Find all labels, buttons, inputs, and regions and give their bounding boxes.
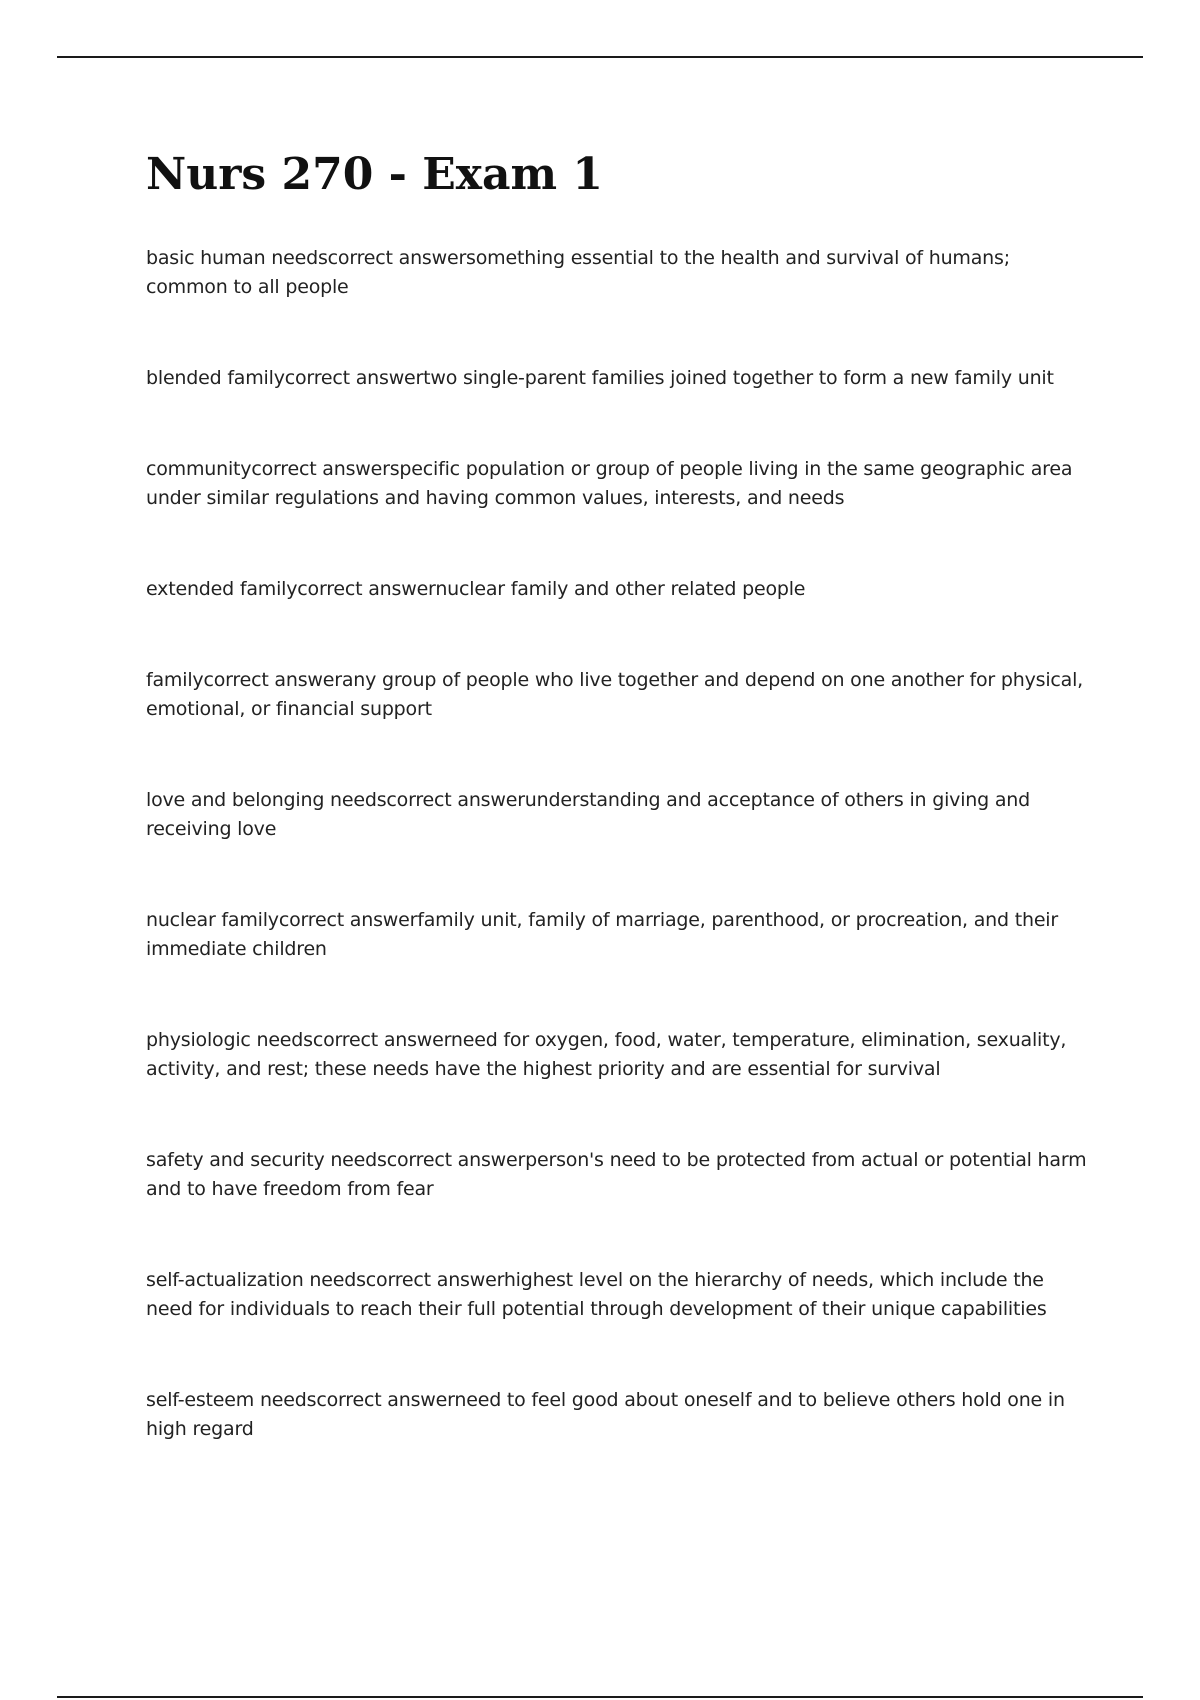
entry-self-actualization-needs: self-actualization needscorrect answerhighest level on the hierarchy of needs, which include the need for individuals to reach their full potential through development of their unique capabilities (146, 1269, 1047, 1320)
entry-basic-human-needs: basic human needscorrect answersomething essential to the health and survival of humans; common to all people (146, 247, 1010, 298)
top-rule (57, 56, 1143, 58)
entry-family: familycorrect answerany group of people who live together and depend on one another for physical, emotional, or financial support (146, 669, 1084, 720)
entry-extended-family: extended familycorrect answernuclear family and other related people (146, 578, 806, 600)
entry-blended-family: blended familycorrect answertwo single-parent families joined together to form a new family unit (146, 367, 1054, 389)
entry-self-esteem-needs: self-esteem needscorrect answerneed to feel good about oneself and to believe others hold one in high regard (146, 1389, 1065, 1440)
entry-safety-and-security-needs: safety and security needscorrect answerperson's need to be protected from actual or potential harm and to have freedom from fear (146, 1149, 1087, 1200)
entry-love-and-belonging-needs: love and belonging needscorrect answerunderstanding and acceptance of others in giving and receiving love (146, 789, 1030, 840)
entry-nuclear-family: nuclear familycorrect answerfamily unit, family of marriage, parenthood, or procreation, and their immediate children (146, 909, 1058, 960)
entry-community: communitycorrect answerspecific population or group of people living in the same geographic area under similar regulations and having common values, interests, and needs (146, 458, 1073, 509)
document-body (146, 140, 1096, 1506)
bottom-rule (57, 1696, 1143, 1698)
entry-physiologic-needs: physiologic needscorrect answerneed for oxygen, food, water, temperature, elimination, sexuality, activity, and rest; these needs have the highest priority and are essential for survival (146, 1029, 1067, 1080)
page-title: Nurs 270 - Exam 1 (146, 149, 603, 200)
